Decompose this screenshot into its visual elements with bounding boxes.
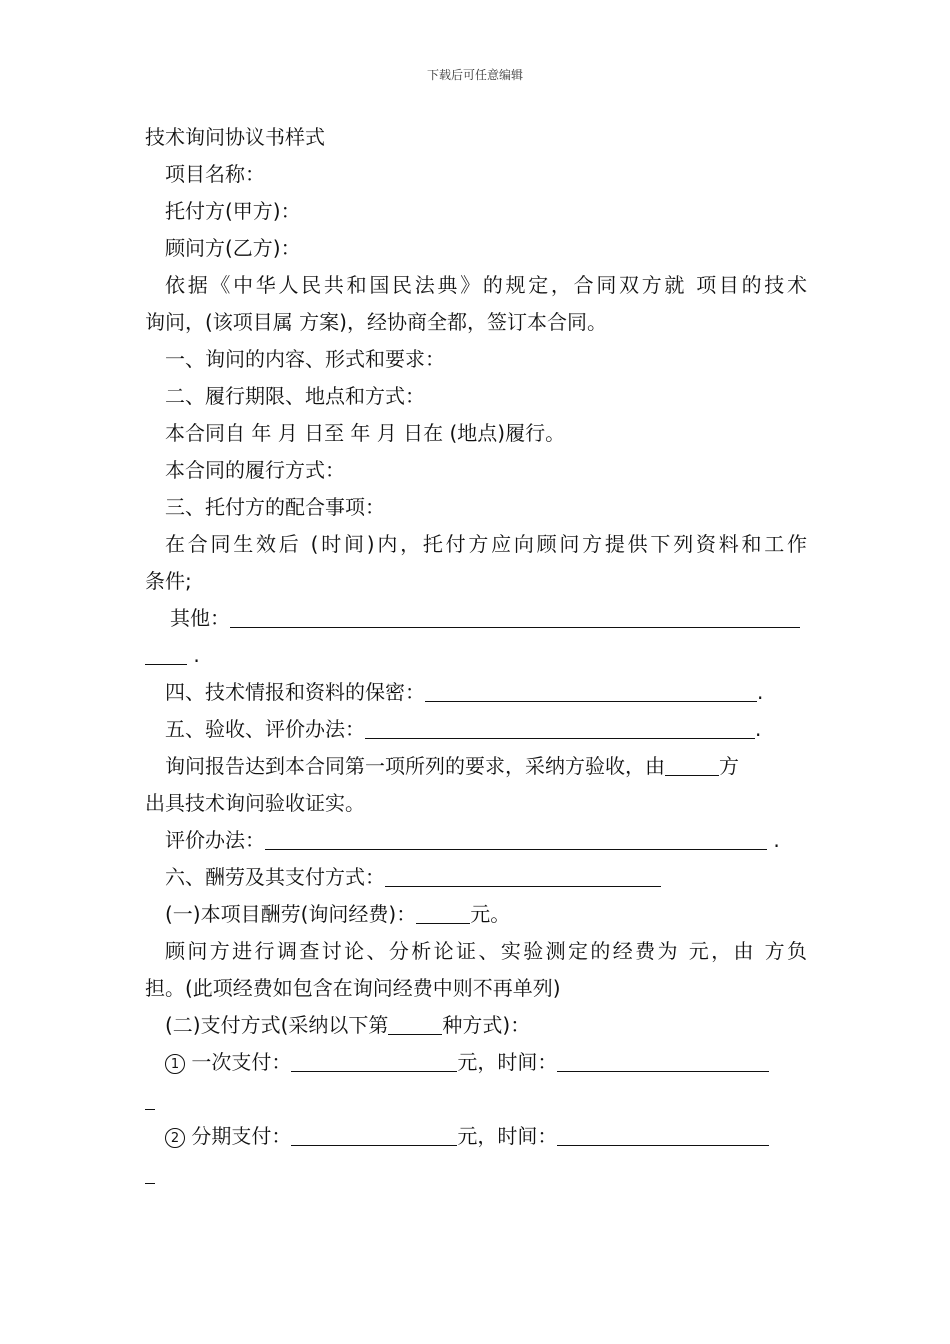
- intro-paragraph-line1: 依据《中华人民共和国民法典》的规定，合同双方就 项目的技术: [165, 273, 807, 297]
- section-4-label: 四、技术情报和资料的保密：: [165, 680, 425, 704]
- acceptance-blank[interactable]: [365, 718, 755, 739]
- payment-option-blank[interactable]: [388, 1014, 442, 1035]
- party-a-label: 托付方(甲方)：: [165, 199, 301, 223]
- option-1-amount-blank[interactable]: [291, 1051, 457, 1072]
- section-5-heading: [165, 717, 761, 741]
- download-note: 下载后可任意编辑: [426, 68, 523, 82]
- section-3-text-line2: 条件;: [145, 569, 192, 593]
- fee-amount-blank[interactable]: [416, 903, 470, 924]
- payment-method-end: 种方式)：: [442, 1013, 531, 1037]
- section-5-label: 五、验收、评价办法：: [165, 717, 365, 741]
- payment-method-label: (二)支付方式(采纳以下第: [165, 1013, 389, 1037]
- payment-method-line: [165, 1013, 530, 1037]
- period-mark: .: [193, 643, 200, 667]
- circled-number-1: 1: [165, 1054, 185, 1074]
- option-1-time-blank-continued[interactable]: [145, 1089, 155, 1110]
- option-2-time-label: 元，时间：: [457, 1124, 558, 1148]
- fee-label: (一)本项目酬劳(询问经费)：: [165, 902, 417, 926]
- payment-blank[interactable]: [385, 866, 661, 887]
- cost-text-line2: 担。(此项经费如包含在询问经费中则不再单列): [145, 976, 561, 1000]
- option-2-line: [165, 1124, 769, 1148]
- option-2-continued: [145, 1162, 155, 1186]
- document-title: 技术询问协议书样式: [145, 125, 325, 149]
- period-mark: .: [757, 680, 764, 704]
- party-b-label: 顾问方(乙方)：: [165, 236, 301, 260]
- option-2-time-blank[interactable]: [557, 1125, 769, 1146]
- cost-text-line1: 顾问方进行调查讨论、分析论证、实验测定的经费为 元，由 方负: [165, 939, 807, 963]
- section-2-period: 本合同自 年 月 日至 年 月 日在 (地点)履行。: [165, 421, 566, 445]
- section-2-method: 本合同的履行方式：: [165, 458, 345, 482]
- section-6-label: 六、酬劳及其支付方式：: [165, 865, 385, 889]
- option-1-line: [165, 1050, 769, 1074]
- acceptance-text: 询问报告达到本合同第一项所列的要求，采纳方验收，由: [165, 754, 665, 778]
- fee-line: [165, 902, 510, 926]
- section-3-other: [170, 606, 800, 630]
- fee-unit: 元。: [470, 902, 511, 926]
- option-2-label: 分期支付：: [191, 1124, 292, 1148]
- other-blank[interactable]: [230, 607, 800, 628]
- evaluation-label: 评价办法：: [165, 828, 265, 852]
- period-mark: .: [755, 717, 762, 741]
- circled-number-2: 2: [165, 1128, 185, 1148]
- section-1-heading: 一、询问的内容、形式和要求：: [165, 347, 445, 371]
- acceptance-text-end: 方: [719, 754, 739, 778]
- intro-paragraph-line2: 询问，(该项目属 方案)，经协商全都，签订本合同。: [145, 310, 607, 334]
- other-label: 其他：: [170, 606, 230, 630]
- period-mark: .: [773, 828, 780, 852]
- section-5-text-line2: 出具技术询问验收证实。: [145, 791, 365, 815]
- option-1-time-label: 元，时间：: [457, 1050, 558, 1074]
- section-6-heading: [165, 865, 661, 889]
- section-3-other-continued: [145, 643, 200, 667]
- option-2-amount-blank[interactable]: [291, 1125, 457, 1146]
- section-3-heading: 三、托付方的配合事项：: [165, 495, 385, 519]
- section-4-heading: [165, 680, 763, 704]
- section-5-text-line1: [165, 754, 739, 778]
- section-3-text-line1: 在合同生效后 (时间)内，托付方应向顾问方提供下列资料和工作: [165, 532, 807, 556]
- evaluation-method: [165, 828, 780, 852]
- option-2-time-blank-continued[interactable]: [145, 1163, 155, 1184]
- project-name-label: 项目名称：: [165, 162, 265, 186]
- option-1-time-blank[interactable]: [557, 1051, 769, 1072]
- confidentiality-blank[interactable]: [425, 681, 757, 702]
- section-2-heading: 二、履行期限、地点和方式：: [165, 384, 425, 408]
- option-1-continued: [145, 1088, 155, 1112]
- acceptance-party-blank[interactable]: [665, 755, 719, 776]
- evaluation-blank[interactable]: [265, 829, 767, 850]
- other-blank-continued[interactable]: [145, 644, 187, 665]
- option-1-label: 一次支付：: [191, 1050, 292, 1074]
